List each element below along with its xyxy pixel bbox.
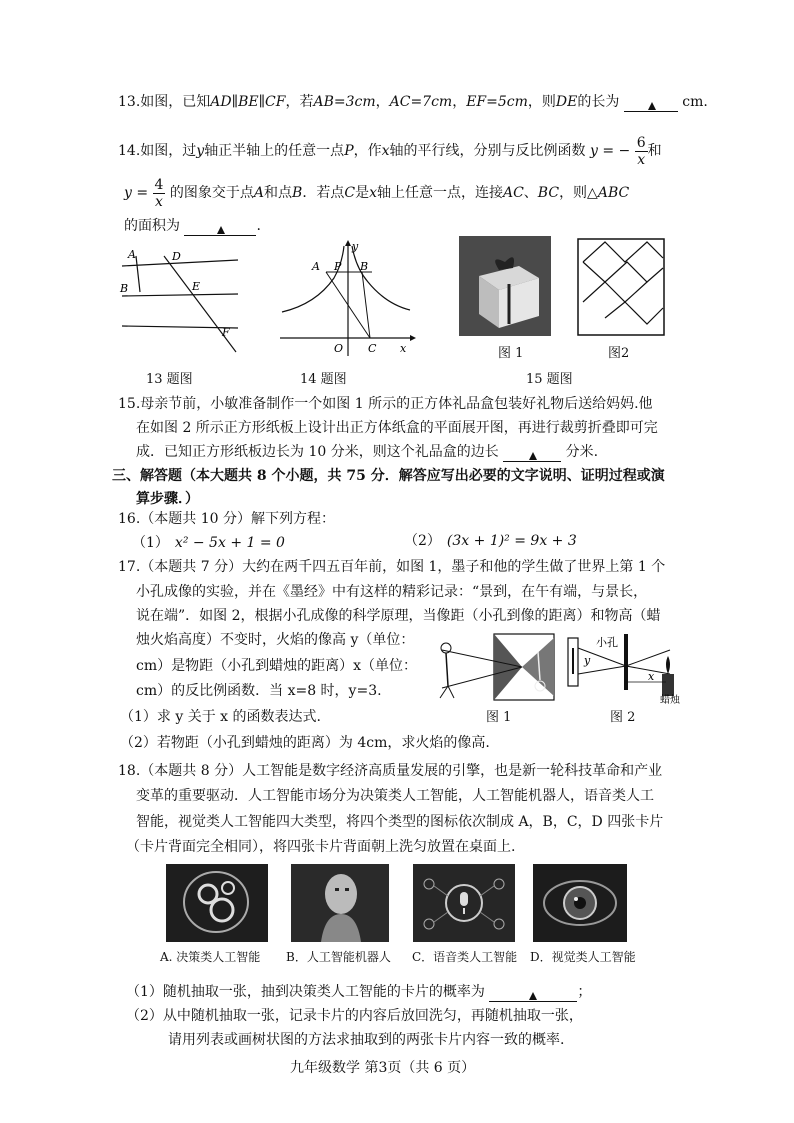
blank-marker-icon: [648, 102, 656, 110]
label-F: F: [222, 326, 230, 339]
card-c-label: C．语音类人工智能: [412, 950, 518, 964]
fig2-label-x: x: [648, 670, 655, 683]
q13-ac: AC=7cm: [389, 94, 453, 110]
parallel-line-2: [122, 294, 238, 296]
q18-part1-text: （1）随机抽取一张，抽到决策类人工智能的卡片的概率为: [126, 984, 485, 1000]
q13-answer-blank[interactable]: [624, 97, 678, 112]
q14-text: ，则△: [559, 185, 598, 201]
q17-line6: cm）的反比例函数．当 x=8 时，y=3.: [136, 683, 382, 699]
blank-marker-icon: [529, 452, 537, 460]
q14-line2: [124, 176, 629, 210]
q18-text: （本题共 8 分）人工智能是数字经济高质量发展的引擎，也是新一轮科技革命和产业: [140, 763, 663, 779]
q13-ab: AB=3cm: [313, 94, 376, 110]
figure-14-caption: 14 题图: [300, 372, 347, 387]
q13-comma: ，: [452, 94, 467, 110]
q14-var: x: [381, 143, 390, 159]
q14-text: 是: [355, 185, 370, 201]
section-3-title-cont: 算步骤．）: [136, 491, 199, 507]
fig2-label-y: y: [584, 654, 591, 667]
fraction-denominator: x: [637, 151, 646, 168]
q17-figure-2: [566, 634, 686, 704]
transversal-abc: [136, 256, 140, 292]
q15-line1: [118, 394, 653, 414]
q14-text: ．若点: [302, 185, 345, 201]
q16-part1-equation: x² − 5x + 1 = 0: [174, 535, 285, 551]
q17-figure-1: [434, 632, 556, 702]
q14-text: 如图，过: [140, 143, 197, 159]
blank-marker-icon: [217, 226, 225, 234]
label-C: C: [368, 342, 377, 355]
fraction-numerator: 6: [636, 134, 646, 151]
q14-var: ABC: [597, 185, 630, 201]
q16-part1-label: （1）: [132, 535, 169, 551]
figure-14: [276, 238, 416, 358]
eye-lens-icon: [533, 864, 627, 942]
card-d-label: D．视觉类人工智能: [530, 950, 636, 964]
q13-text: 如图，已知: [140, 94, 211, 110]
figure-15-img2-label: 图2: [608, 346, 630, 361]
q15-line2: 在如图 2 所示正方形纸板上设计出正方体纸盒的平面展开图，再进行裁剪折叠即可完: [136, 420, 658, 436]
q13-number: 13.: [118, 94, 141, 110]
q17-line3: 说在端”．如图 2，根据小孔成像的科学原理，当像距（小孔到像的距离）和物高（蜡: [136, 608, 661, 624]
q14-var: y: [196, 143, 205, 159]
q14-text: 、: [523, 185, 538, 201]
fig2-label-candle: 蜡烛: [660, 695, 680, 704]
q18-part2-line1: （2）从中随机抽取一张，记录卡片的内容后放回洗匀，再随机抽取一张，: [126, 1008, 583, 1024]
figure-15-gift-box-image: [459, 236, 551, 336]
q14-func1-lhs: y = −: [589, 143, 631, 159]
hyperbola-left: [282, 246, 344, 312]
q14-text: 的图象交于点: [169, 185, 254, 201]
gift-box-icon: [459, 236, 551, 336]
q14-text: 和点: [264, 185, 293, 201]
figure-13-caption: 13 题图: [146, 372, 193, 387]
q14-func1-fraction: [635, 135, 648, 168]
q14-end: .: [256, 218, 261, 234]
label-A: A: [128, 248, 136, 261]
q15-line3: [136, 442, 598, 462]
q14-var: A: [253, 185, 265, 201]
q14-text: 轴的平行线，分别与反比例函数: [389, 143, 586, 159]
q16-part2: [404, 531, 577, 551]
q17-line4: 烛火焰高度）不变时，火焰的像高 y（单位：: [136, 632, 415, 648]
robot-face-icon: [291, 864, 389, 942]
parallel-line-3: [122, 326, 238, 328]
card-a-label: A. 决策类人工智能: [160, 950, 261, 964]
q13-line: [118, 92, 708, 112]
q18-number: 18.: [118, 763, 141, 779]
q14-var: AC: [502, 185, 524, 201]
q14-text: 的面积为: [124, 218, 180, 234]
q16-number: 16.: [118, 511, 141, 527]
q18-answer-blank[interactable]: [489, 987, 577, 1002]
q17-number: 17.: [118, 559, 141, 575]
card-b-label: B．人工智能机器人: [286, 950, 391, 964]
q14-var: BC: [537, 185, 560, 201]
card-a-image: [166, 864, 268, 942]
figure-15-caption: 15 题图: [526, 372, 573, 387]
label-O: O: [334, 342, 344, 355]
q14-number: 14.: [118, 143, 141, 159]
q14-line1: [118, 134, 662, 168]
blank-marker-icon: [529, 992, 537, 1000]
q13-text: ，若: [285, 94, 314, 110]
label-B: B: [120, 282, 129, 295]
q17-part2: （2）若物距（小孔到蜡烛的距离）为 4cm，求火焰的像高.: [120, 735, 490, 751]
q18-part1-end: ；: [577, 984, 592, 1000]
q18-line2: 变革的重要驱动．人工智能市场分为决策类人工智能，人工智能机器人，语音类人工: [136, 788, 654, 804]
label-A: A: [312, 260, 320, 273]
q16-intro: [118, 509, 335, 529]
q17-part1: （1）求 y 关于 x 的函数表达式.: [120, 709, 321, 725]
q16-part2-equation: (3x + 1)² = 9x + 3: [446, 533, 577, 549]
fraction-numerator: 4: [154, 176, 164, 193]
q15-unit: 分米.: [565, 444, 599, 460]
q17-line2: 小孔成像的实验，并在《墨经》中有这样的精彩记录：“景到，在午有端，与景长，: [136, 584, 648, 600]
q14-line3: [124, 216, 261, 236]
hyperbola-right: [352, 246, 410, 310]
q13-ef: EF=5cm: [466, 94, 528, 110]
q18-part2-line2: 请用列表或画树状图的方法求抽取到的两张卡片内容一致的概率.: [168, 1032, 565, 1048]
q17-line1: [118, 557, 665, 577]
q15-answer-blank[interactable]: [503, 447, 561, 462]
card-b-image: [291, 864, 389, 942]
q14-text: 和: [647, 143, 662, 159]
q15-text: 母亲节前，小敏准备制作一个如图 1 所示的正方体礼品盒包装好礼物后送给妈妈.他: [140, 396, 653, 412]
q14-func2-lhs: y =: [124, 185, 149, 201]
fig2-label-hole: 小孔: [596, 636, 618, 649]
figure-15-net: [577, 238, 665, 336]
page-footer: 九年级数学 第3页（共 6 页）: [290, 1060, 476, 1076]
section-3-title: 三、解答题（本大题共 8 个小题，共 75 分．解答应写出必要的文字说明、证明过程或演: [112, 468, 665, 484]
q13-de: DE: [555, 94, 578, 110]
q13-unit: cm.: [682, 94, 708, 110]
q18-line4: （卡片背面完全相同），将四张卡片背面朝上洗匀放置在桌面上.: [126, 839, 516, 855]
q18-line1: [118, 761, 662, 781]
q16-part1: [132, 533, 285, 553]
q14-var: P: [344, 143, 354, 159]
label-x: x: [400, 342, 407, 355]
q16-text: （本题共 10 分）解下列方程：: [140, 511, 335, 527]
q14-var: B: [292, 185, 303, 201]
label-D: D: [172, 250, 181, 263]
q14-answer-blank[interactable]: [184, 221, 256, 236]
fraction-denominator: x: [155, 193, 163, 210]
card-d-image: [533, 864, 627, 942]
q14-text: 轴上任意一点，连接: [376, 185, 503, 201]
q14-text: 轴正半轴上的任意一点: [204, 143, 345, 159]
figure-15-img1-label: 图 1: [498, 346, 524, 361]
label-y: y: [352, 240, 359, 253]
label-P: P: [334, 260, 342, 273]
card-c-image: [413, 864, 515, 942]
q18-line3: 智能，视觉类人工智能四大类型，将四个类型的图标依次制成 A，B，C，D 四张卡片: [136, 814, 664, 830]
q17-figure-2-label: 图 2: [610, 710, 636, 725]
q17-line5: cm）是物距（小孔到蜡烛的距离）x（单位：: [136, 658, 418, 674]
brain-gears-icon: [166, 864, 268, 942]
figure-13: [118, 244, 246, 364]
q15-number: 15.: [118, 396, 141, 412]
q17-figure-1-label: 图 1: [486, 710, 512, 725]
q13-text: 的长为: [577, 94, 620, 110]
q13-comma: ，: [375, 94, 390, 110]
q14-text: ，作: [353, 143, 382, 159]
q14-func2-fraction: [153, 177, 166, 210]
label-E: E: [192, 280, 201, 293]
q14-var: x: [369, 185, 377, 201]
q13-condition: AD∥BE∥CF: [210, 94, 286, 110]
q16-part2-label: （2）: [404, 533, 441, 549]
q15-text: 成．已知正方形纸板边长为 10 分米，则这个礼品盒的边长: [136, 444, 499, 460]
label-B: B: [360, 260, 369, 273]
q13-text: ，则: [527, 94, 556, 110]
y-axis-arrow-icon: [345, 240, 351, 246]
q17-text: （本题共 7 分）大约在两千四五百年前，如图 1，墨子和他的学生做了世界上第 1 个: [140, 559, 666, 575]
x-axis-arrow-icon: [410, 335, 416, 341]
q18-part1: [126, 982, 591, 1002]
q14-var: C: [344, 185, 356, 201]
microphone-network-icon: [413, 864, 515, 942]
